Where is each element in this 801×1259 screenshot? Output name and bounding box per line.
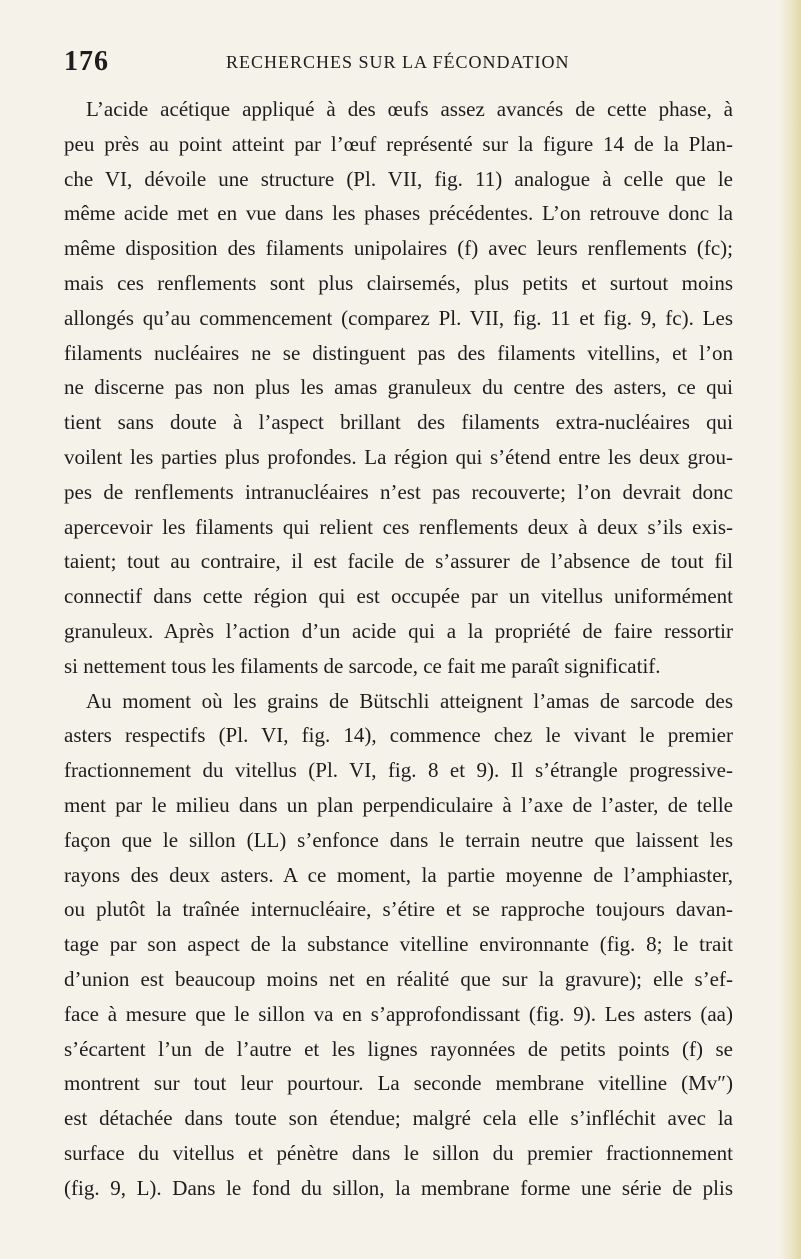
text-line: connectif dans cette région qui est occupée par un vitellus uniformément (64, 584, 733, 609)
text-line: apercevoir les filaments qui relient ces renflements deux à deux s’ils exis- (64, 514, 733, 539)
text-line: peu près au point atteint par l’œuf représenté sur la figure 14 de la Plan- (64, 131, 733, 156)
text-line: granuleux. Après l’action d’un acide qui a la propriété de faire ressortir (64, 618, 733, 643)
body-text (64, 92, 733, 1206)
text-line: (fig. 9, L). Dans le fond du sillon, la membrane forme une série de plis (64, 1175, 733, 1200)
running-head (64, 46, 714, 82)
paragraph-2 (64, 684, 733, 1206)
text-line: s’écartent l’un de l’autre et les lignes rayonnées de petits points (f) se (64, 1036, 733, 1061)
text-line: face à mesure que le sillon va en s’approfondissant (fig. 9). Les asters (aa) (64, 1001, 733, 1026)
page-edge (779, 0, 801, 1259)
text-line: rayons des deux asters. A ce moment, la partie moyenne de l’amphiaster, (64, 862, 733, 887)
text-line: surface du vitellus et pénètre dans le sillon du premier fractionnement (64, 1140, 733, 1165)
text-line: est détachée dans toute son étendue; malgré cela elle s’infléchit avec la (64, 1106, 733, 1131)
text-line: voilent les parties plus profondes. La région qui s’étend entre les deux grou- (64, 444, 733, 469)
text-line: ou plutôt la traînée internucléaire, s’étire et se rapproche toujours davan- (64, 897, 733, 922)
text-line: allongés qu’au commencement (comparez Pl. VII, fig. 11 et fig. 9, fc). Les (64, 305, 733, 330)
text-line: fractionnement du vitellus (Pl. VI, fig. 8 et 9). Il s’étrangle progressive- (64, 758, 733, 783)
text-line: pes de renflements intranucléaires n’est pas recouverte; l’on devrait donc (64, 479, 733, 504)
text-line: ne discerne pas non plus les amas granuleux du centre des asters, ce qui (64, 375, 733, 400)
text-line: tient sans doute à l’aspect brillant des filaments extra-nucléaires qui (64, 410, 733, 435)
text-line: L’acide acétique appliqué à des œufs assez avancés de cette phase, à (86, 97, 733, 121)
text-line: asters respectifs (Pl. VI, fig. 14), commence chez le vivant le premier (64, 723, 733, 748)
text-line: montrent sur tout leur pourtour. La seconde membrane vitelline (Mv″) (64, 1071, 733, 1096)
text-line: tage par son aspect de la substance vitelline environnante (fig. 8; le trait (64, 932, 733, 957)
text-line: si nettement tous les filaments de sarcode, ce fait me paraît significatif. (64, 653, 661, 678)
text-line: taient; tout au contraire, il est facile de s’assurer de l’absence de tout fil (64, 549, 733, 574)
paragraph-1 (64, 92, 733, 684)
page-number: 176 (64, 46, 109, 77)
text-line: Au moment où les grains de Bütschli atteignent l’amas de sarcode des (86, 688, 733, 713)
text-line: filaments nucléaires ne se distinguent pas des filaments vitellins, et l’on (64, 340, 733, 365)
text-line: d’union est beaucoup moins net en réalité que sur la gravure); elle s’ef- (64, 966, 733, 991)
running-title: RECHERCHES SUR LA FÉCONDATION (226, 52, 570, 72)
text-line: mais ces renflements sont plus clairsemés, plus petits et surtout moins (64, 270, 733, 295)
text-line: même disposition des filaments unipolaires (f) avec leurs renflements (fc); (64, 236, 733, 261)
text-line: façon que le sillon (LL) s’enfonce dans le terrain neutre que laissent les (64, 827, 733, 852)
text-line: che VI, dévoile une structure (Pl. VII, fig. 11) analogue à celle que le (64, 166, 733, 191)
text-line: même acide met en vue dans les phases précédentes. L’on retrouve donc la (64, 201, 733, 226)
text-line: ment par le milieu dans un plan perpendiculaire à l’axe de l’aster, de telle (64, 792, 733, 817)
